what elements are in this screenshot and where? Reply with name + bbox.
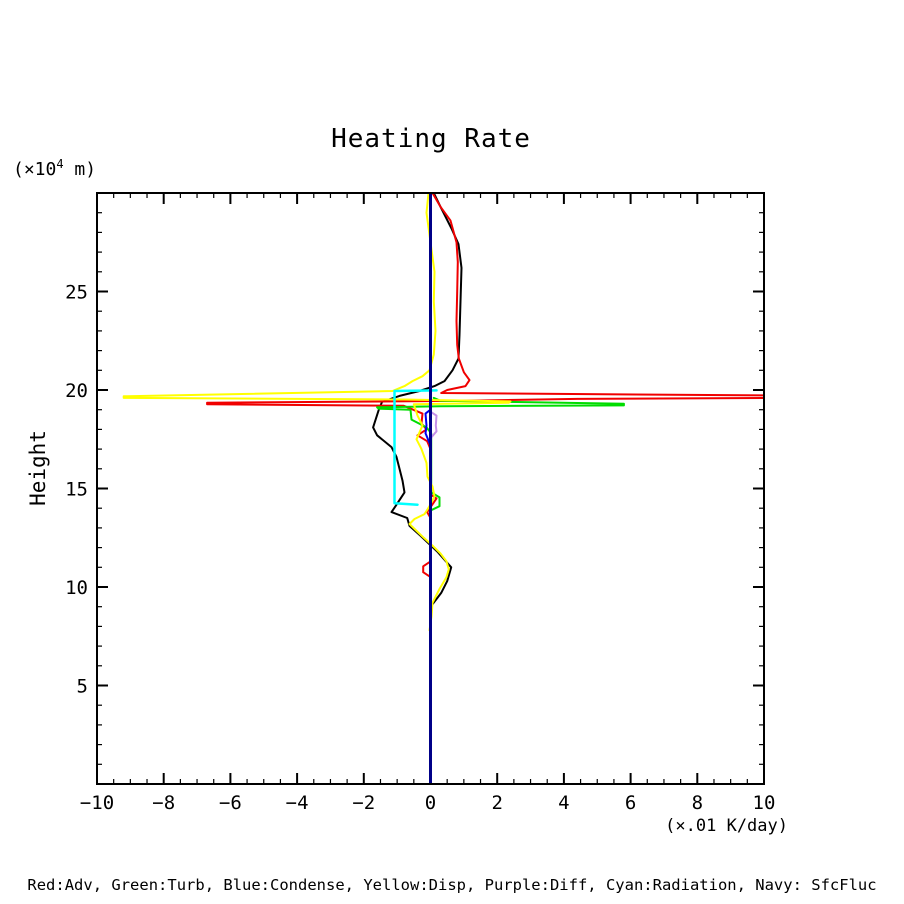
x-axis-unit-label: (×.01 K/day) <box>665 816 788 836</box>
chart-title: Heating Rate <box>331 124 531 154</box>
series-disp <box>124 193 511 630</box>
legend-caption: Red:Adv, Green:Turb, Blue:Condense, Yellow:Disp, Purple:Diff, Cyan:Radiation, Navy: SfcFluc <box>27 876 877 894</box>
y-tick-label: 5 <box>76 675 88 698</box>
x-tick-label: −6 <box>218 792 242 814</box>
x-tick-label: −10 <box>79 792 115 814</box>
y-axis-unit-label <box>13 157 96 180</box>
y-tick-label: 10 <box>65 577 88 599</box>
y-axis-unit-exponent: 4 <box>56 157 64 171</box>
y-tick-label: 20 <box>65 380 88 402</box>
x-tick-label: 2 <box>491 792 503 814</box>
series-turb <box>377 398 624 510</box>
x-tick-label: −2 <box>352 792 376 814</box>
series-adv <box>207 193 774 577</box>
x-tick-label: 8 <box>691 792 704 814</box>
y-axis-unit-suffix: m) <box>63 159 97 180</box>
x-tick-label: 4 <box>558 792 570 814</box>
y-axis-unit-prefix: (×10 <box>13 159 57 180</box>
y-tick-label: 25 <box>65 281 88 304</box>
y-axis-title: Height <box>26 430 50 506</box>
x-tick-label: 0 <box>424 792 437 814</box>
x-tick-label: −8 <box>152 792 176 814</box>
y-tick-label: 15 <box>65 478 88 501</box>
x-tick-label: 10 <box>752 792 776 814</box>
x-tick-label: −4 <box>285 792 309 814</box>
x-tick-label: 6 <box>624 792 637 814</box>
